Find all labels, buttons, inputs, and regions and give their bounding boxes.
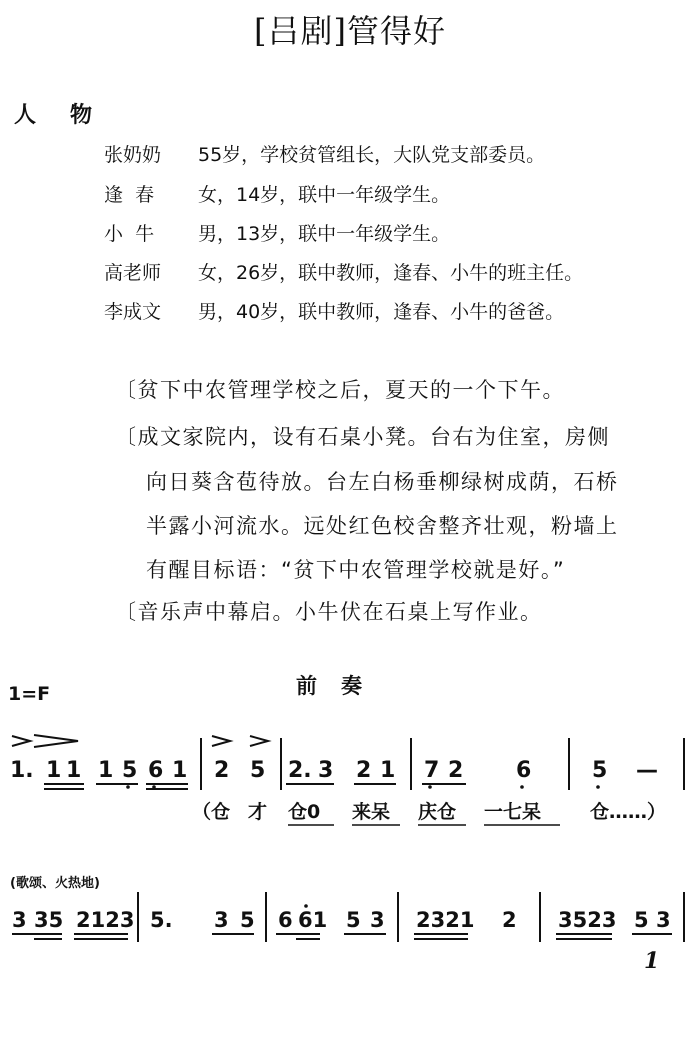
note: 3 [656, 908, 671, 932]
note: 5 [250, 758, 266, 783]
character-desc: 女，26岁，联中教师，逢春、小牛的班主任。 [198, 262, 584, 284]
character-name: 高老师 [104, 262, 162, 284]
score-row-1 [10, 758, 658, 783]
note: 2 [214, 758, 230, 783]
note: 2. [288, 758, 312, 783]
percussion-syllable: 才 [248, 801, 268, 823]
score-row-2 [12, 908, 671, 932]
note: 2 [356, 758, 372, 783]
note: 2321 [416, 908, 475, 932]
note: 1 [46, 758, 62, 783]
beams [44, 784, 466, 789]
octave-dots [126, 785, 600, 789]
note: 1 [172, 758, 188, 783]
note: 1 [66, 758, 82, 783]
stage-direction: 〔成文家院内，设有石桌小凳。台右为住室，房侧 [115, 425, 610, 449]
note: 1 [98, 758, 114, 783]
percussion-syllable: （仓 [192, 801, 231, 823]
note: 1 [380, 758, 396, 783]
note: 3 [318, 758, 334, 783]
character-desc: 男，13岁，联中一年级学生。 [198, 223, 451, 245]
note: 3 [12, 908, 27, 932]
stage-direction: 有醒目标语：“贫下中农管理学校就是好。” [146, 558, 566, 582]
beams-row-2 [12, 934, 672, 939]
character-name: 小 牛 [104, 223, 155, 245]
cast-heading-char-1: 人 [14, 103, 37, 128]
note: 6 [148, 758, 164, 783]
percussion-syllable: 仓……） [590, 801, 667, 823]
note: — [636, 758, 658, 783]
note: 61 [298, 908, 328, 932]
page-number: 1 [644, 948, 660, 974]
note: 6 [516, 758, 532, 783]
note: 5. [150, 908, 173, 932]
percussion-syllable: 来呆 [352, 801, 391, 823]
note: 7 [424, 758, 440, 783]
percussion-syllable: 仓0 [288, 801, 321, 823]
note: 5 [634, 908, 649, 932]
note: 3 [370, 908, 385, 932]
key-signature: 1=F [8, 683, 51, 705]
accent-marks [12, 735, 268, 747]
prelude-label: 前奏 [296, 674, 386, 698]
stage-direction: 〔音乐声中幕启。小牛伏在石桌上写作业。 [115, 600, 543, 624]
octave-dots-row-2 [304, 904, 308, 908]
note: 2123 [76, 908, 135, 932]
note: 3 [214, 908, 229, 932]
expression-marking: (歌颂、火热地) [10, 876, 100, 891]
note: 2 [502, 908, 517, 932]
stage-direction: 半露小河流水。远处红色校舍整齐壮观，粉墙上 [146, 514, 619, 538]
note: 35 [34, 908, 64, 932]
character-name: 张奶奶 [104, 144, 162, 166]
page-title: [吕剧]管得好 [254, 12, 446, 50]
stage-direction: 〔贫下中农管理学校之后，夏天的一个下午。 [115, 378, 565, 402]
note: 5 [346, 908, 361, 932]
percussion-syllable: 庆仓 [418, 801, 457, 823]
note: 1. [10, 758, 34, 783]
note: 5 [122, 758, 138, 783]
character-desc: 男，40岁，联中教师，逢春、小牛的爸爸。 [198, 301, 565, 323]
percussion-row [192, 800, 666, 823]
note: 6 [278, 908, 293, 932]
character-desc: 55岁，学校贫管组长，大队党支部委员。 [198, 144, 546, 166]
note: 2 [448, 758, 464, 783]
cast-heading-char-2: 物 [70, 103, 93, 128]
barlines [201, 738, 684, 790]
note: 5 [592, 758, 608, 783]
percussion-syllable: 一七呆 [484, 801, 542, 823]
character-name: 逢 春 [104, 184, 155, 206]
note: 3523 [558, 908, 617, 932]
note: 5 [240, 908, 255, 932]
character-desc: 女，14岁，联中一年级学生。 [198, 184, 451, 206]
character-name: 李成文 [104, 301, 162, 323]
stage-direction: 向日葵含苞待放。台左白杨垂柳绿树成荫，石桥 [146, 470, 619, 494]
